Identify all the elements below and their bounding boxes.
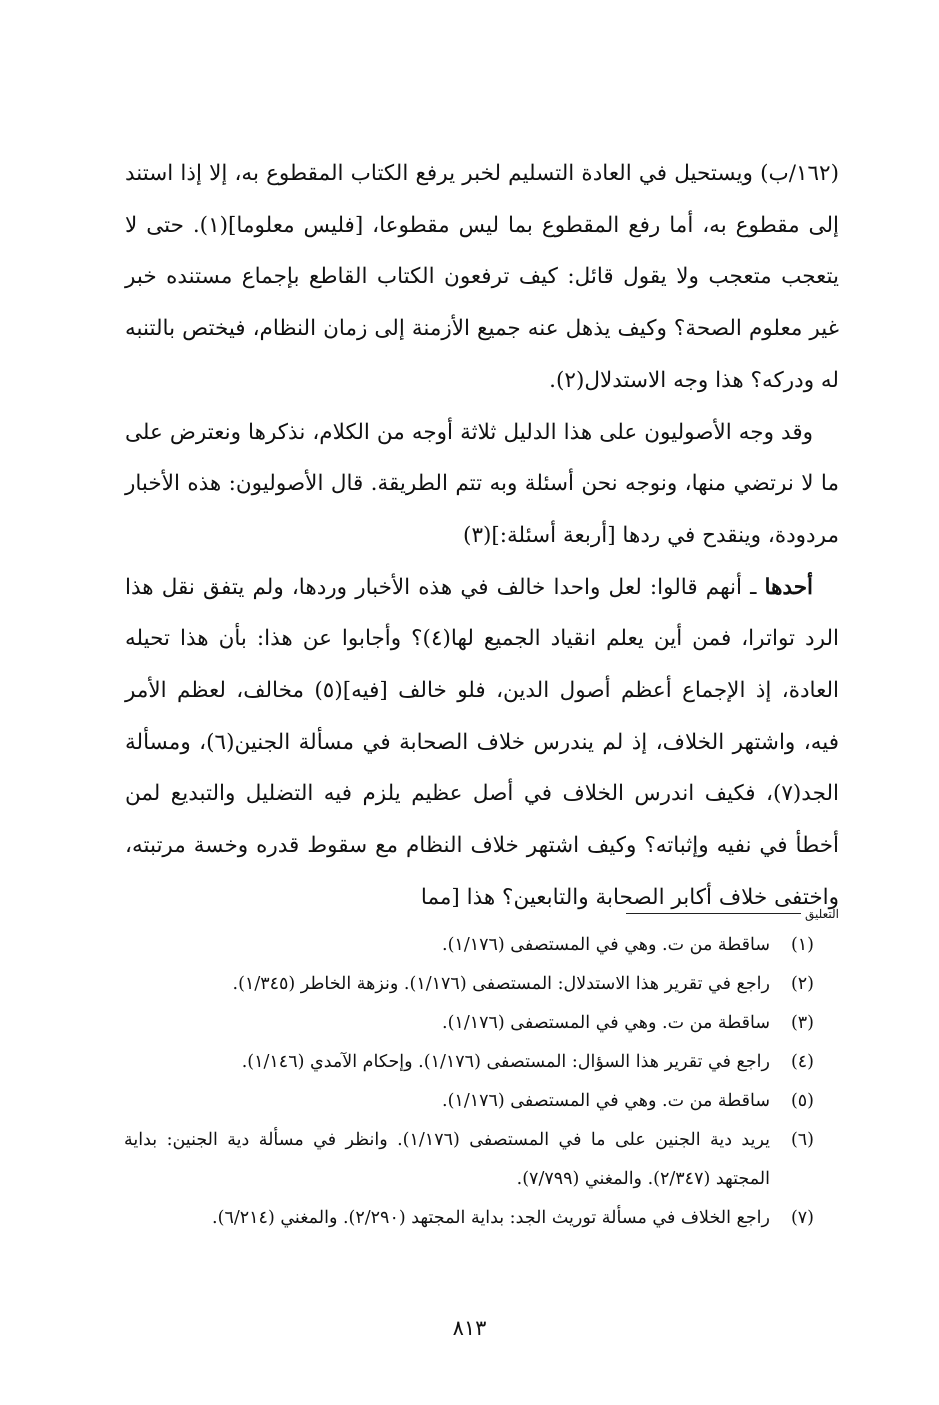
paragraph-lead: أحدها: [764, 574, 813, 600]
footnote-5: [124, 1082, 814, 1121]
paragraph-2: [125, 407, 839, 562]
footnote-3: [124, 1004, 814, 1043]
paragraph-3: [125, 562, 839, 924]
footnotes-label: التعليق: [804, 907, 839, 921]
footnotes: [124, 926, 814, 1238]
footnote-7: [124, 1199, 814, 1238]
footnote-text: يريد دية الجنين على ما في المستصفى (١/١٧٦). وانظر في مسألة دية الجنين: بداية المجتهد (٢/٣٤٧). والمغني (٧/٧٩٩).: [124, 1130, 770, 1189]
footnote-text: ساقطة من ت. وهي في المستصفى (١/١٧٦).: [442, 1013, 770, 1033]
page-number: ٨١٣: [452, 1316, 487, 1340]
footnote-4: [124, 1043, 814, 1082]
main-text: [125, 148, 839, 924]
footnote-text: راجع في تقرير هذا الاستدلال: المستصفى (١/١٧٦). ونزهة الخاطر (١/٣٤٥).: [232, 974, 770, 994]
paragraph-text: ـ أنهم قالوا: لعل واحدا خالف في هذه الأخبار وردها، ولم يتفق نقل هذا الرد تواترا، فمن أين يعلم انقياد الجميع لها(٤)؟ وأجابوا عن هذا: بأن هذا تحيله العادة، إذ الإجماع أعظم أصول الدين، فلو خالف [فيه](٥) مخالف، لعظم الأمر فيه، واشتهر الخلاف، إذ لم يندرس خلاف الصحابة في مسألة الجنين(٦)، ومسألة الجد(٧)، فكيف اندرس الخلاف في أصل عظيم يلزم فيه التضليل والتبديع لمن أخطأ في نفيه وإثباته؟ وكيف اشتهر خلاف النظام مع سقوط قدره وخسة مرتبته، واختفى خلاف أكابر الصحابة والتابعين؟ هذا [مما: [125, 574, 839, 910]
footnote-6: [124, 1121, 814, 1199]
footnote-text: راجع الخلاف في مسألة توريث الجد: بداية المجتهد (٢/٢٩٠). والمغني (٦/٢١٤).: [212, 1208, 770, 1228]
paragraph-1: [125, 148, 839, 407]
footnote-number: (٥): [790, 1091, 814, 1111]
paragraph-text: وقد وجه الأصوليون على هذا الدليل ثلاثة أوجه من الكلام، نذكرها ونعترض على ما لا نرتضي منها، ونوجه نحن أسئلة وبه تتم الطريقة. قال الأصوليون: هذه الأخبار مردودة، وينقدح في ردها [أربعة أسئلة:](٣): [125, 419, 839, 548]
footnote-number: (٢): [790, 974, 814, 994]
paragraph-text: (١٦٢/ب) ويستحيل في العادة التسليم لخبر يرفع الكتاب المقطوع به، إلا إذا استند إلى مقطوع به، أما رفع المقطوع بما ليس مقطوعا، [فليس معلوما](١). حتى لا يتعجب متعجب ولا يقول قائل: كيف ترفعون الكتاب القاطع بإجماع مستنده خبر غير معلوم الصحة؟ وكيف يذهل عنه جميع الأزمنة إلى زمان النظام، فيختص بالتنبه له ودركه؟ هذا وجه الاستدلال(٢).: [125, 161, 839, 393]
footnote-divider: [626, 913, 801, 914]
footnote-number: (١): [790, 935, 814, 955]
footnote-1: [124, 926, 814, 965]
footnote-text: راجع في تقرير هذا السؤال: المستصفى (١/١٧٦). وإحكام الآمدي (١/١٤٦).: [241, 1052, 770, 1072]
footnote-2: [124, 965, 814, 1004]
footnote-text: ساقطة من ت. وهي في المستصفى (١/١٧٦).: [442, 935, 770, 955]
footnote-number: (٦): [790, 1130, 814, 1150]
footnote-number: (٣): [790, 1013, 814, 1033]
footnote-text: ساقطة من ت. وهي في المستصفى (١/١٧٦).: [442, 1091, 770, 1111]
footnote-number: (٤): [790, 1052, 814, 1072]
footnote-number: (٧): [790, 1208, 814, 1228]
